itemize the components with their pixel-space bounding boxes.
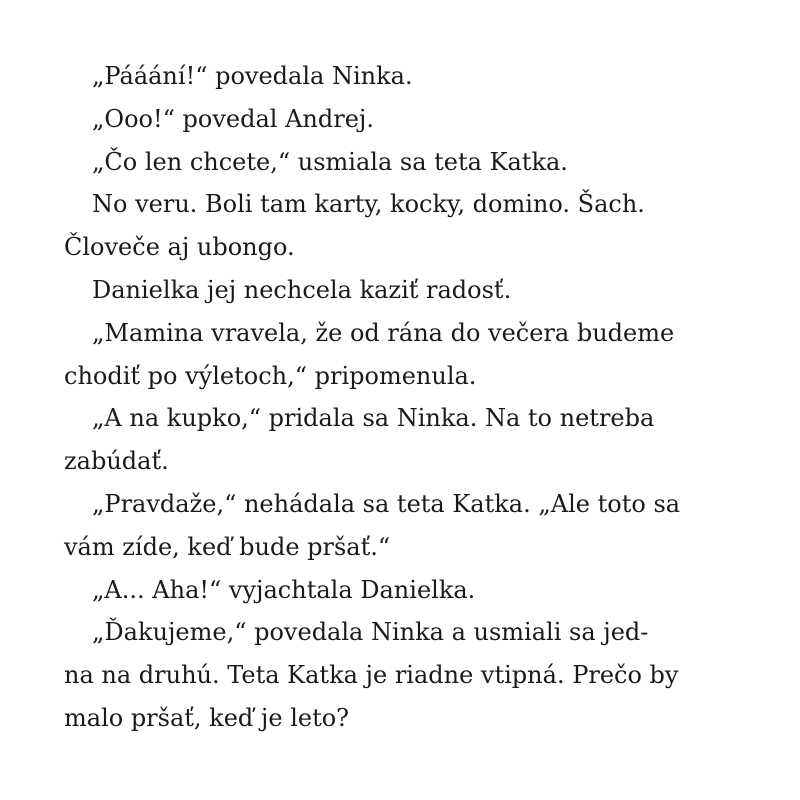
text-line: „Mamina vravela, že od rána do večera budeme (92, 318, 675, 347)
text-line: „Ďakujeme,“ povedala Ninka a usmiali sa jed- (92, 618, 649, 647)
text-line: „A... Aha!“ vyjachtala Danielka. (92, 575, 476, 604)
text-line: „A na kupko,“ pridala sa Ninka. Na to netreba (92, 404, 655, 433)
text-line: „Pravdaže,“ nehádala sa teta Katka. „Ale toto sa (92, 489, 681, 518)
text-line: Človeče aj ubongo. (64, 233, 295, 262)
text-line: zabúdať. (64, 447, 169, 476)
text-line: „Pááání!“ povedala Ninka. (92, 62, 413, 90)
text-line: malo pršať, keď je leto? (64, 703, 350, 732)
text-line: „Čo len chcete,“ usmiala sa teta Katka. (92, 147, 568, 176)
text-line: Danielka jej nechcela kaziť radosť. (92, 275, 512, 304)
text-line: na na druhú. Teta Katka je riadne vtipná. Prečo by (64, 661, 679, 690)
text-line: chodiť po výletoch,“ pripomenula. (64, 361, 477, 390)
text-line: No veru. Boli tam karty, kocky, domino. Šach. (92, 190, 645, 219)
text-line: „Ooo!“ povedal Andrej. (92, 104, 374, 133)
body-text (64, 55, 744, 740)
text-line: vám zíde, keď bude pršať.“ (64, 532, 391, 561)
